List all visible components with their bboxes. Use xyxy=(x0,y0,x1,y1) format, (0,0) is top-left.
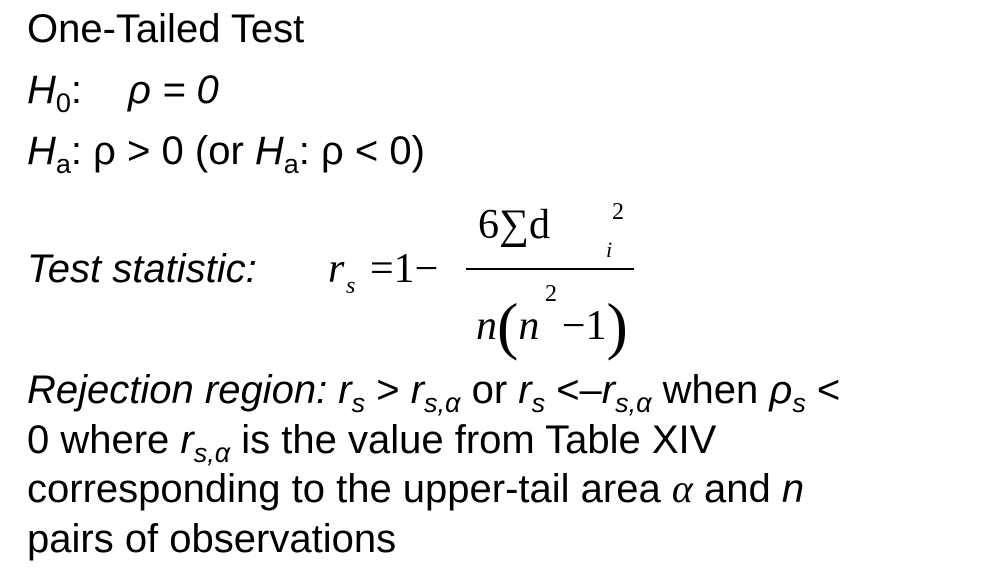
null-hypothesis xyxy=(27,67,219,117)
gt-sign: > xyxy=(365,368,411,412)
when-word: when xyxy=(651,368,770,412)
den-n: n xyxy=(476,303,497,349)
ha-label: H xyxy=(27,129,56,173)
ha-sub: a xyxy=(55,149,71,179)
den-minus-one: −1 xyxy=(551,303,607,349)
rs-alpha-3: r xyxy=(180,418,194,462)
ha-sub-2: a xyxy=(283,149,299,179)
alternative-hypothesis xyxy=(27,128,425,178)
ha-colon: : xyxy=(70,129,83,173)
rejection-line-1 xyxy=(27,367,840,417)
rho-s: ρ xyxy=(769,368,793,412)
h0-label: H xyxy=(27,68,56,112)
rs-alpha-1: r xyxy=(410,368,425,412)
rejection-line-2 xyxy=(27,417,716,467)
n-symbol: n xyxy=(781,467,805,511)
den-open-paren: ( xyxy=(497,290,519,361)
den-close-paren: ) xyxy=(606,290,628,361)
line2-end: is the value from Table XIV xyxy=(230,418,717,462)
slide-title: One-Tailed Test xyxy=(27,7,305,51)
line2-start: 0 where xyxy=(27,418,181,462)
test-statistic-label: Test statistic: xyxy=(27,247,257,291)
alpha-symbol: α xyxy=(671,466,693,511)
or-word: or xyxy=(460,368,519,412)
lt-sign: <– xyxy=(545,368,602,412)
rho-s-sub: s xyxy=(792,388,806,418)
lt-tail: < xyxy=(805,368,841,412)
rs-2-sub: s xyxy=(531,388,546,418)
formula-numerator: 6∑d xyxy=(478,202,550,248)
ha-label-2: H xyxy=(254,129,284,173)
rs-alpha-1-sub: s,α xyxy=(424,388,461,418)
h0-colon: : xyxy=(70,68,83,112)
formula-lhs-sub: s xyxy=(346,273,356,299)
formula-denominator-sup: 2 xyxy=(545,281,557,307)
h0-statement: ρ = 0 xyxy=(128,68,219,112)
fraction-bar xyxy=(466,268,634,270)
rs-alpha-2-sub: s,α xyxy=(615,388,652,418)
line3-start: corresponding to the upper-tail area xyxy=(27,467,672,511)
ha-statement-2: ρ < 0) xyxy=(321,129,425,173)
ha-statement: ρ > 0 (or xyxy=(93,129,255,173)
den-inner: n xyxy=(518,303,540,349)
rs-1: r xyxy=(338,368,352,412)
line3-and: and xyxy=(692,467,782,511)
formula-numerator-sub: i xyxy=(606,237,613,262)
formula-lhs: r xyxy=(328,246,345,292)
formula-equals: =1− xyxy=(370,246,439,292)
rs-1-sub: s xyxy=(351,388,366,418)
rejection-lead: Rejection region: xyxy=(27,368,339,412)
rejection-line-4: pairs of observations xyxy=(27,517,397,561)
h0-sub: 0 xyxy=(55,88,71,118)
formula-numerator-sup: 2 xyxy=(612,199,624,225)
rs-alpha-2: r xyxy=(601,368,616,412)
rs-2: r xyxy=(518,368,532,412)
rejection-line-3 xyxy=(27,466,804,512)
ha-colon-2: : xyxy=(298,129,310,173)
rs-alpha-3-sub: s,α xyxy=(193,438,231,468)
